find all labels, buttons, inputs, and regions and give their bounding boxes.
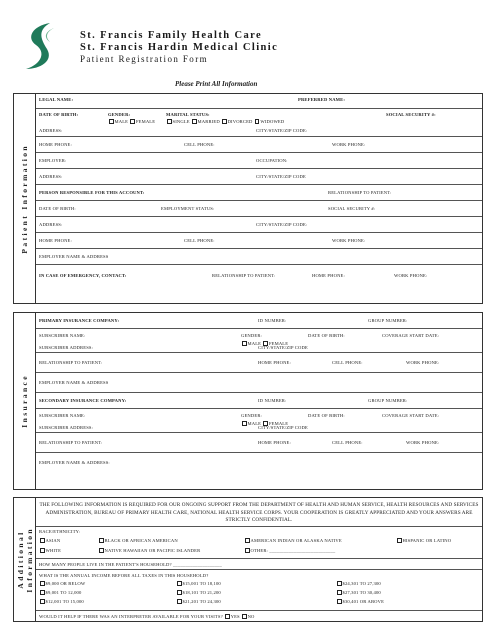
row-primary-employer bbox=[36, 373, 482, 393]
subscriber-gender-label: GENDER: bbox=[241, 333, 262, 338]
income-question: WHAT IS THE ANNUAL INCOME BEFORE ALL TAXES IN THIS HOUSEHOLD? bbox=[39, 573, 209, 578]
gender-label: GENDER: bbox=[108, 112, 131, 117]
white-checkbox[interactable] bbox=[40, 548, 45, 553]
emergency-relationship-field[interactable]: RELATIONSHIP TO PATIENT: bbox=[212, 273, 276, 278]
insurance-section bbox=[13, 312, 483, 490]
income-2-label: $15,001 TO 18,100 bbox=[182, 581, 221, 586]
coverage-start-field[interactable]: COVERAGE START DATE: bbox=[382, 333, 440, 338]
income-6-checkbox[interactable] bbox=[337, 590, 342, 595]
interpreter-yes-checkbox[interactable] bbox=[225, 614, 230, 619]
male-label: MALE bbox=[114, 119, 129, 124]
form-title: Patient Registration Form bbox=[80, 54, 208, 64]
marital-label: MARITAL STATUS: bbox=[166, 112, 210, 117]
subscriber-male-label: MALE bbox=[247, 341, 262, 346]
hawaiian-label: NATIVE HAWAIIAN OR PACIFIC ISLANDER bbox=[104, 548, 201, 553]
row-responsible-employer bbox=[36, 249, 482, 265]
row-emergency bbox=[36, 265, 482, 289]
row-primary-relationship bbox=[36, 353, 482, 373]
hispanic-checkbox[interactable] bbox=[397, 538, 402, 543]
responsible-field[interactable]: PERSON RESPONSIBLE FOR THIS ACCOUNT: bbox=[39, 190, 145, 195]
income-4-label: $9,001 TO 12,000 bbox=[45, 590, 82, 595]
subscriber-address-2-field[interactable]: SUBSCRIBER ADDRESS: bbox=[39, 425, 94, 430]
asian-checkbox[interactable] bbox=[40, 538, 45, 543]
income-9-label: $30,401 OR ABOVE bbox=[342, 599, 385, 604]
primary-employer-field[interactable]: EMPLOYER NAME & ADDRESS bbox=[39, 380, 109, 385]
income-1-label: $9,000 OR BELOW bbox=[45, 581, 86, 586]
secondary-employer-field[interactable]: EMPLOYER NAME & ADDRESS: bbox=[39, 460, 110, 465]
interpreter-no-label: NO bbox=[247, 614, 255, 619]
primary-work-phone[interactable]: WORK PHONE: bbox=[406, 360, 440, 365]
race-label: RACE/ETHNICITY: bbox=[39, 529, 81, 534]
subscriber-city-field[interactable]: CITY/STATE/ZIP CODE bbox=[258, 345, 308, 350]
responsible-work-phone[interactable]: WORK PHONE: bbox=[332, 238, 366, 243]
form-header bbox=[0, 0, 495, 80]
single-label: SINGLE bbox=[172, 119, 190, 124]
responsible-address-field[interactable]: ADDRESS: bbox=[39, 222, 63, 227]
row-legal-name bbox=[36, 94, 482, 109]
subscriber-2-female-label: FEMALE bbox=[268, 421, 289, 426]
cell-phone-field[interactable]: CELL PHONE: bbox=[184, 142, 215, 147]
primary-home-phone[interactable]: HOME PHONE: bbox=[258, 360, 291, 365]
native-american-checkbox[interactable] bbox=[245, 538, 250, 543]
clinic-name-1: St. Francis Family Health Care bbox=[80, 30, 263, 41]
row-household bbox=[36, 559, 482, 570]
responsible-city-field[interactable]: CITY/STATE/ZIP CODE: bbox=[256, 222, 308, 227]
secondary-cell-phone[interactable]: CELL PHONE: bbox=[332, 440, 363, 445]
employer-field[interactable]: EMPLOYER: bbox=[39, 158, 67, 163]
widowed-checkbox[interactable] bbox=[255, 119, 260, 124]
income-5-label: $18,101 TO 21,200 bbox=[182, 590, 221, 595]
work-phone-field[interactable]: WORK PHONE: bbox=[332, 142, 366, 147]
subscriber-2-dob-field[interactable]: DATE OF BIRTH: bbox=[308, 413, 345, 418]
primary-cell-phone[interactable]: CELL PHONE: bbox=[332, 360, 363, 365]
primary-id-field[interactable]: ID NUMBER: bbox=[258, 318, 287, 323]
instruction: Please Print All Information bbox=[175, 80, 258, 88]
native-american-label: AMERICAN INDIAN OR ALASKA NATIVE bbox=[250, 538, 342, 543]
ssn-field[interactable]: SOCIAL SECURITY #: bbox=[386, 112, 436, 117]
row-employer-address bbox=[36, 169, 482, 185]
employer-address-field[interactable]: ADDRESS: bbox=[39, 174, 63, 179]
income-1-checkbox[interactable] bbox=[40, 581, 45, 586]
divorced-checkbox[interactable] bbox=[222, 119, 227, 124]
row-subscriber-2 bbox=[36, 409, 482, 433]
row-dob bbox=[36, 109, 482, 137]
hawaiian-checkbox[interactable] bbox=[99, 548, 104, 553]
dob-field[interactable]: DATE OF BIRTH: bbox=[39, 112, 79, 117]
secondary-group-field[interactable]: GROUP NUMBER: bbox=[368, 398, 408, 403]
subscriber-name-2-field[interactable]: SUBSCRIBER NAME: bbox=[39, 413, 86, 418]
male-checkbox[interactable] bbox=[109, 119, 114, 124]
responsible-ssn-field[interactable]: SOCIAL SECURITY #: bbox=[328, 206, 376, 211]
row-secondary-relationship bbox=[36, 433, 482, 453]
secondary-work-phone[interactable]: WORK PHONE: bbox=[406, 440, 440, 445]
row-interpreter bbox=[36, 611, 482, 622]
row-phones bbox=[36, 137, 482, 153]
row-income bbox=[36, 570, 482, 611]
household-field[interactable]: HOW MANY PEOPLE LIVE IN THE PATIENT'S HOUSEHOLD? ____________________ bbox=[39, 562, 222, 567]
other-checkbox[interactable] bbox=[245, 548, 250, 553]
income-3-checkbox[interactable] bbox=[337, 581, 342, 586]
income-2-checkbox[interactable] bbox=[177, 581, 182, 586]
female-label: FEMALE bbox=[135, 119, 156, 124]
divorced-label: DIVORCED bbox=[227, 119, 253, 124]
other-label[interactable]: OTHER: ___________________________ bbox=[250, 548, 336, 553]
row-subscriber bbox=[36, 329, 482, 353]
subscriber-2-male-checkbox[interactable] bbox=[242, 421, 247, 426]
female-checkbox[interactable] bbox=[130, 119, 135, 124]
emergency-work-phone[interactable]: WORK PHONE: bbox=[394, 273, 428, 278]
responsible-cell-phone[interactable]: CELL PHONE: bbox=[184, 238, 215, 243]
address-field[interactable]: ADDRESS: bbox=[39, 128, 63, 133]
row-responsible-dob bbox=[36, 201, 482, 217]
responsible-home-phone[interactable]: HOME PHONE: bbox=[39, 238, 72, 243]
widowed-label: WIDOWED bbox=[260, 119, 285, 124]
income-8-label: $21,201 TO 24,300 bbox=[182, 599, 221, 604]
secondary-insurance-field[interactable]: SECONDARY INSURANCE COMPANY: bbox=[39, 398, 127, 403]
white-label: WHITE bbox=[45, 548, 62, 553]
interpreter-no-checkbox[interactable] bbox=[242, 614, 247, 619]
income-7-checkbox[interactable] bbox=[40, 599, 45, 604]
subscriber-address-field[interactable]: SUBSCRIBER ADDRESS: bbox=[39, 345, 94, 350]
occupation-field[interactable]: OCCUPATION: bbox=[256, 158, 288, 163]
primary-insurance-field[interactable]: PRIMARY INSURANCE COMPANY: bbox=[39, 318, 120, 323]
secondary-id-field[interactable]: ID NUMBER: bbox=[258, 398, 287, 403]
subscriber-gender-2-label: GENDER: bbox=[241, 413, 262, 418]
responsible-dob-field[interactable]: DATE OF BIRTH: bbox=[39, 206, 76, 211]
row-secondary-insurance bbox=[36, 393, 482, 409]
confidentiality-notice: THE FOLLOWING INFORMATION IS REQUIRED FOR OUR ONGOING SUPPORT FROM THE DEPARTMENT OF HEALTH AND HUMAN SERVICE, HEALTH RESOURCES AND SERVICES ADMINISTRATION, BUREAU OF PRIMARY HEALTH CARE, NATIONAL HEALTH SERVICE CORPS. YOUR COOPERATION IS GREATLY APPRECIATED AND YOUR ANSWERS ARE STRICTLY CONFIDENTIAL. bbox=[39, 502, 479, 523]
row-primary-insurance bbox=[36, 313, 482, 329]
coverage-start-2-field[interactable]: COVERAGE START DATE: bbox=[382, 413, 440, 418]
city-state-zip-field[interactable]: CITY/STATE/ZIP CODE: bbox=[256, 128, 308, 133]
row-race bbox=[36, 526, 482, 559]
income-5-checkbox[interactable] bbox=[177, 590, 182, 595]
row-responsible bbox=[36, 185, 482, 201]
section-label-additional-2: Information bbox=[24, 526, 34, 593]
primary-group-field[interactable]: GROUP NUMBER: bbox=[368, 318, 408, 323]
asian-label: ASIAN bbox=[45, 538, 61, 543]
section-label-additional-1: Additional bbox=[15, 530, 25, 589]
subscriber-name-field[interactable]: SUBSCRIBER NAME: bbox=[39, 333, 86, 338]
preferred-name-field[interactable]: PREFERRED NAME: bbox=[298, 97, 346, 102]
income-8-checkbox[interactable] bbox=[177, 599, 182, 604]
married-checkbox[interactable] bbox=[192, 119, 197, 124]
home-phone-field[interactable]: HOME PHONE: bbox=[39, 142, 72, 147]
subscriber-dob-field[interactable]: DATE OF BIRTH: bbox=[308, 333, 345, 338]
black-label: BLACK OR AFRICAN AMERICAN bbox=[104, 538, 178, 543]
income-7-label: $12,001 TO 15,000 bbox=[45, 599, 84, 604]
row-employer bbox=[36, 153, 482, 169]
section-label-additional bbox=[16, 527, 34, 593]
clinic-name-2: St. Francis Hardin Medical Clinic bbox=[80, 42, 279, 53]
row-responsible-phones bbox=[36, 233, 482, 249]
section-label-insurance: Insurance bbox=[20, 374, 29, 428]
employer-city-field[interactable]: CITY/STATE/ZIP CODE bbox=[256, 174, 306, 179]
employment-status-field[interactable]: EMPLOYMENT STATUS: bbox=[161, 206, 215, 211]
secondary-home-phone[interactable]: HOME PHONE: bbox=[258, 440, 291, 445]
row-secondary-employer bbox=[36, 453, 482, 473]
income-3-label: $24,301 TO 27,300 bbox=[342, 581, 381, 586]
interpreter-question: WOULD IT HELP IF THERE WAS AN INTERPRETER AVAILABLE FOR YOUR VISITS? bbox=[39, 614, 223, 619]
row-responsible-address bbox=[36, 217, 482, 233]
primary-relationship-field[interactable]: RELATIONSHIP TO PATIENT: bbox=[39, 360, 103, 365]
secondary-relationship-field[interactable]: RELATIONSHIP TO PATIENT: bbox=[39, 440, 103, 445]
single-checkbox[interactable] bbox=[167, 119, 172, 124]
black-checkbox[interactable] bbox=[99, 538, 104, 543]
married-label: MARRIED bbox=[197, 119, 220, 124]
section-label-patient: Patient Information bbox=[20, 143, 29, 254]
income-4-checkbox[interactable] bbox=[40, 590, 45, 595]
subscriber-city-2-field[interactable]: CITY/STATE/ZIP CODE bbox=[258, 425, 308, 430]
subscriber-2-male-label: MALE bbox=[247, 421, 262, 426]
patient-information-section bbox=[13, 93, 483, 304]
emergency-contact-field[interactable]: IN CASE OF EMERGENCY, CONTACT: bbox=[39, 273, 127, 278]
emergency-home-phone[interactable]: HOME PHONE: bbox=[312, 273, 345, 278]
income-6-label: $27,301 TO 30,400 bbox=[342, 590, 381, 595]
relationship-field[interactable]: RELATIONSHIP TO PATIENT: bbox=[328, 190, 392, 195]
income-9-checkbox[interactable] bbox=[337, 599, 342, 604]
subscriber-female-label: FEMALE bbox=[268, 341, 289, 346]
interpreter-yes-label: YES bbox=[230, 614, 240, 619]
hispanic-label: HISPANIC OR LATINO bbox=[402, 538, 452, 543]
responsible-employer-field[interactable]: EMPLOYER NAME & ADDRESS bbox=[39, 254, 109, 259]
clinic-logo bbox=[20, 20, 62, 72]
legal-name-field[interactable]: LEGAL NAME: bbox=[39, 97, 74, 102]
subscriber-male-checkbox[interactable] bbox=[242, 341, 247, 346]
additional-information-section bbox=[13, 497, 483, 622]
